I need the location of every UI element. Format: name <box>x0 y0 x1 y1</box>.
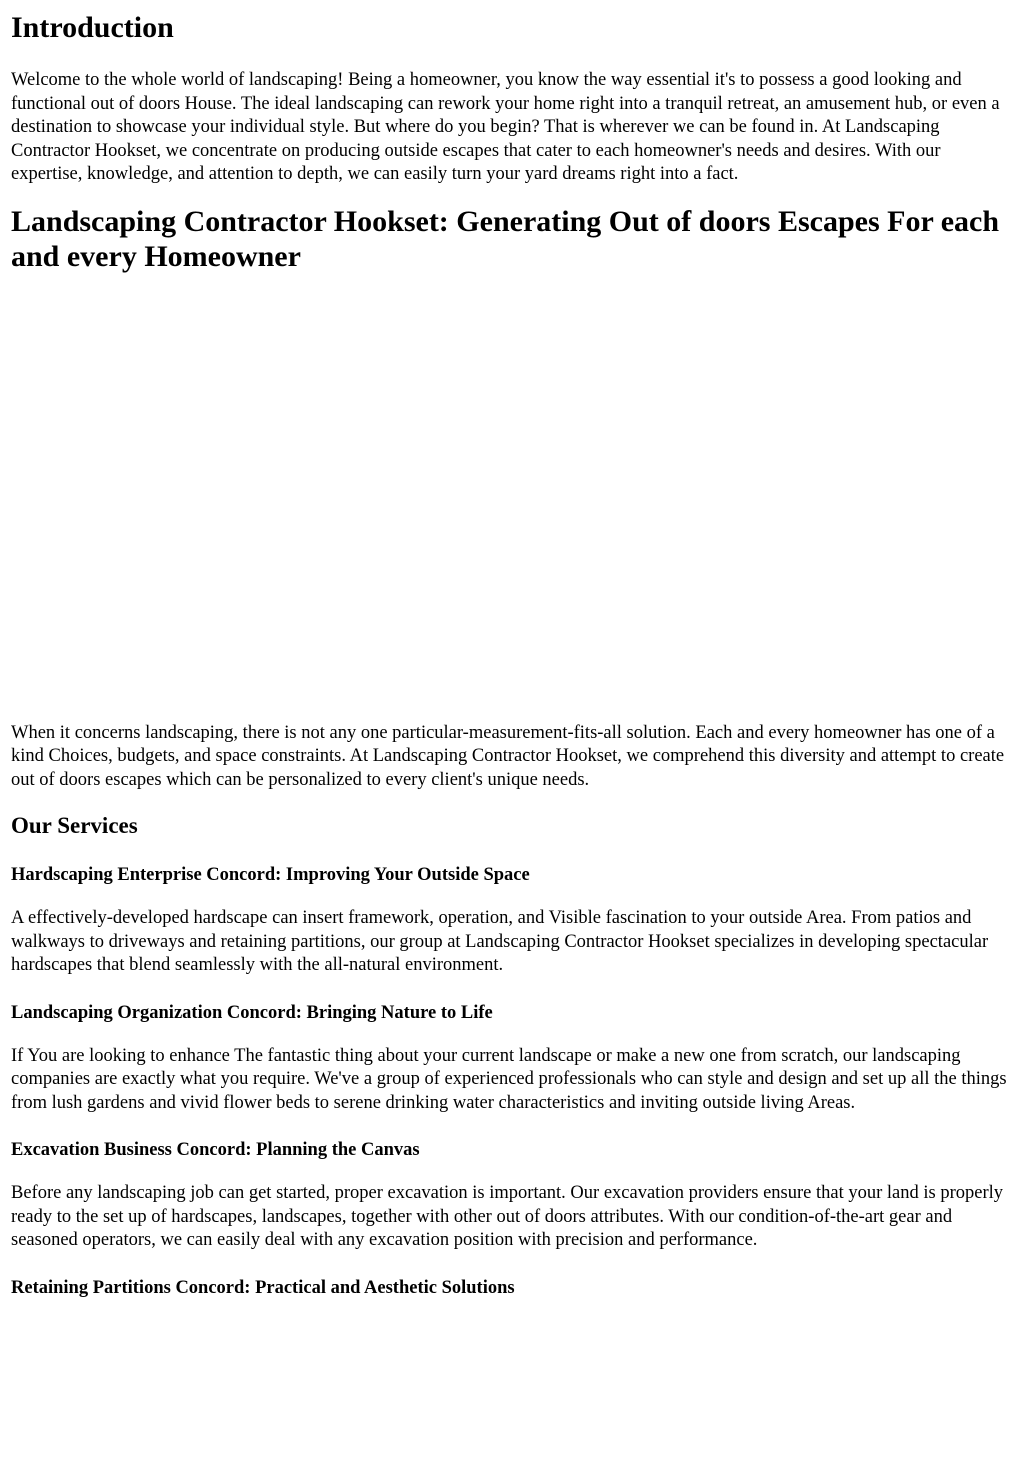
service-title-hardscaping: Hardscaping Enterprise Concord: Improving Your Outside Space <box>11 865 530 885</box>
page-title: Landscaping Contractor Hookset: Generating Out of doors Escapes For each and every Homeowner <box>11 204 1000 273</box>
main-paragraph: When it concerns landscaping, there is not any one particular-measurement-fits-all solution. Each and every homeowner has one of a kind Choices, budgets, and space constraints. At Landscaping Contractor Hookset, we comprehend this diversity and attempt to create out of doors escapes which can be personalized to every client's unique needs. <box>11 722 1005 790</box>
service-text-excavation: Before any landscaping job can get started, proper excavation is important. Our excavation providers ensure that your land is properly ready to the set up of hardscapes, landscapes, together with other out of doors attributes. With our condition-of-the-art gear and seasoned operators, we can easily deal with any excavation position with precision and performance. <box>11 1183 1003 1250</box>
intro-paragraph: Welcome to the whole world of landscaping! Being a homeowner, you know the way essential it's to possess a good looking and functional out of doors House. The ideal landscaping can rework your home right into a tranquil retreat, an amusement hub, or even a destination to showcase your individual style. But where do you begin? That is wherever we can be found in. At Landscaping Contractor Hookset, we concentrate on producing outside escapes that cater to each homeowner's needs and desires. With our expertise, knowledge, and attention to depth, we can easily turn your yard dreams right into a fact. <box>11 70 1000 184</box>
service-title-excavation: Excavation Business Concord: Planning the Canvas <box>11 1140 420 1160</box>
intro-heading: Introduction <box>11 11 174 44</box>
service-title-retaining-walls: Retaining Partitions Concord: Practical and Aesthetic Solutions <box>11 1277 515 1298</box>
blank-embed-area <box>11 274 1014 722</box>
service-text-hardscaping: A effectively-developed hardscape can insert framework, operation, and Visible fascination to your outside Area. From patios and walkways to driveways and retaining partitions, our group at Landscaping Contractor Hookset specializes in developing spectacular hardscapes that blend seamlessly with the all-natural environment. <box>11 908 989 975</box>
service-text-landscaping: If You are looking to enhance The fantastic thing about your current landscape or make a new one from scratch, our landscaping companies are exactly what you require. We've a group of experienced professionals who can style and design and set up all the things from lush gardens and vivid flower beds to serene drinking water characteristics and inviting outside living Areas. <box>11 1045 1007 1113</box>
service-title-landscaping: Landscaping Organization Concord: Bringing Nature to Life <box>11 1002 493 1023</box>
services-heading: Our Services <box>11 813 138 838</box>
article <box>0 10 1024 1300</box>
